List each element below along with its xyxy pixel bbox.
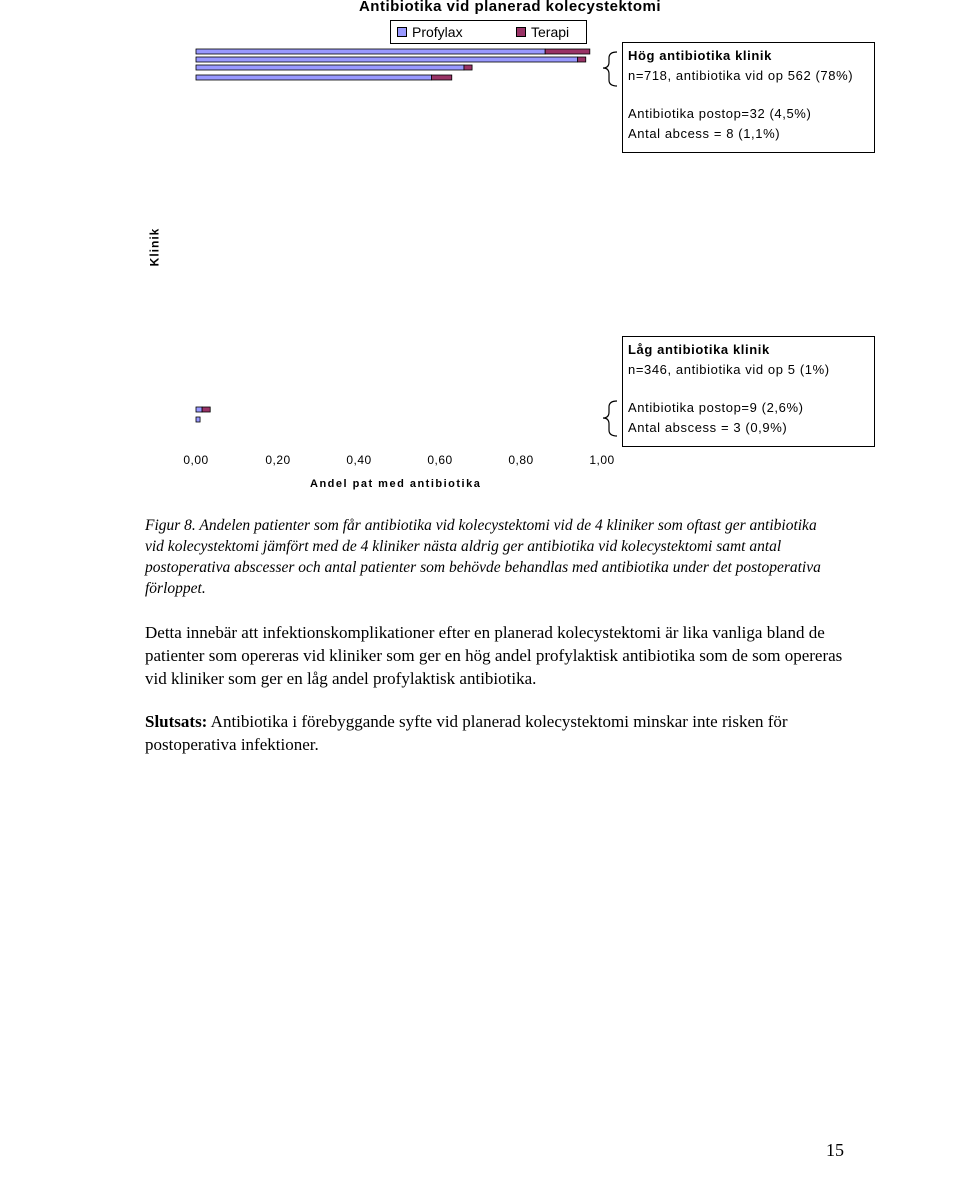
bar-terapi-3 [464, 65, 472, 70]
bar-profylax-2 [196, 57, 578, 62]
brace-icon [603, 52, 617, 86]
body-paragraph: Detta innebär att infektionskomplikationer efter en planerad kolecystektomi är lika vanliga bland de patienter som opereras vid kliniker som ger en hög andel profylaktisk antibiotika som de som opereras vid kliniker som ger en låg andel profylaktisk antibiotika. [145, 623, 843, 688]
conclusion-label: Slutsats: [145, 712, 208, 731]
x-tick-label: 0,40 [346, 453, 372, 467]
legend-label-terapi: Terapi [531, 24, 570, 40]
brace-icon [603, 401, 617, 436]
high-box-line-3: Antal abcess = 8 (1,1%) [628, 126, 781, 141]
high-box-header: Hög antibiotika klinik [628, 48, 772, 63]
low-box-header: Låg antibiotika klinik [628, 342, 770, 357]
bar-terapi-1 [545, 49, 590, 54]
x-axis-label: Andel pat med antibiotika [310, 478, 482, 490]
bar-profylax-3 [196, 65, 464, 70]
bar-terapi-5 [202, 407, 210, 412]
x-tick-label: 0,00 [183, 453, 209, 467]
conclusion-paragraph [145, 710, 865, 756]
x-tick-label: 0,60 [427, 453, 453, 467]
bar-profylax-1 [196, 49, 545, 54]
x-tick-label: 0,20 [265, 453, 291, 467]
figure-caption: Figur 8. Andelen patienter som får antibiotika vid kolecystektomi vid de 4 kliniker som oftast ger antibiotika vid kolecystektomi jämfört med de 4 kliniker nästa aldrig ger antibiotika vid kolecystektomi samt antal postoperativa abscesser och antal patienter som behövde behandlas med antibiotika under det postoperativa förloppet. [145, 517, 821, 597]
conclusion-text: Antibiotika i förebyggande syfte vid planerad kolecystektomi minskar inte risken för postoperativa infektioner. [145, 712, 788, 754]
high-box-line-2: Antibiotika postop=32 (4,5%) [628, 106, 812, 121]
bar-terapi-2 [578, 57, 586, 62]
bar-profylax-6 [196, 417, 200, 422]
low-box-line-1: n=346, antibiotika vid op 5 (1%) [628, 362, 830, 377]
y-axis-label: Klinik [147, 227, 162, 267]
bar-terapi-4 [431, 75, 451, 80]
legend-label-profylax: Profylax [412, 24, 463, 40]
low-box-line-3: Antal abscess = 3 (0,9%) [628, 420, 788, 435]
x-tick-label: 1,00 [589, 453, 615, 467]
x-tick-label: 0,80 [508, 453, 534, 467]
high-box-line-1: n=718, antibiotika vid op 562 (78%) [628, 68, 854, 83]
brace-icons [597, 0, 627, 460]
chart-title: Antibiotika vid planerad kolecystektomi [358, 0, 662, 15]
page-number: 15 [826, 1140, 844, 1160]
low-antibiotic-clinic-box [622, 336, 875, 447]
bar-profylax-5 [196, 407, 202, 412]
low-box-line-2: Antibiotika postop=9 (2,6%) [628, 400, 804, 415]
high-antibiotic-clinic-box [622, 42, 875, 153]
bar-profylax-4 [196, 75, 431, 80]
